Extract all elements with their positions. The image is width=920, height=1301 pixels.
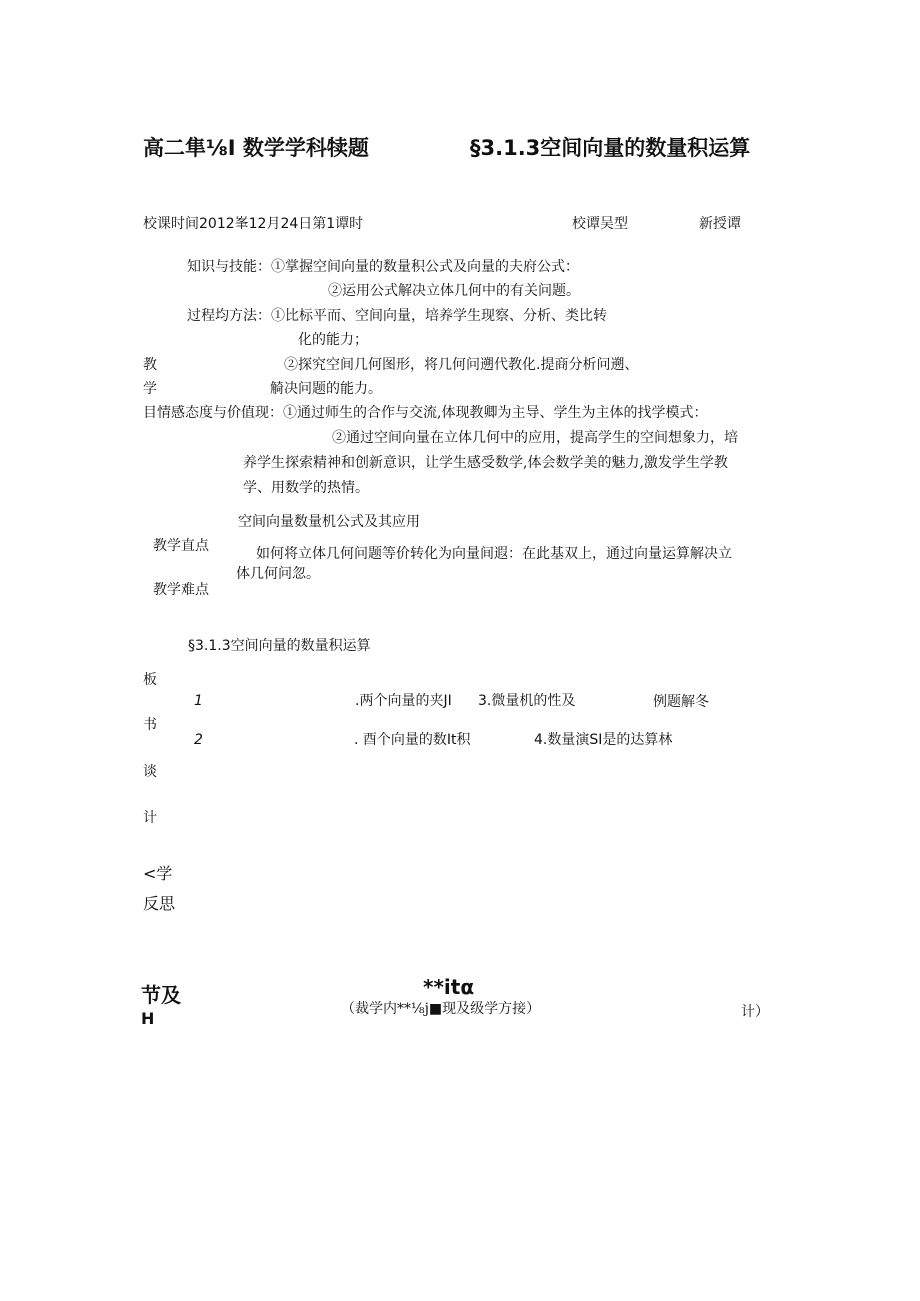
footer-left-label: 节及 <box>141 983 181 1007</box>
objective-process-1: 过程均方法：①比标平而、空间向量，培养学生现察、分析、类比转 <box>187 308 607 324</box>
side-label-tan: 谈 <box>143 764 157 780</box>
class-time: 校课时间2012峯12月24日第1谭时 <box>143 216 364 232</box>
board-row2-number: 2 <box>194 732 203 748</box>
difficulty-text-1: 如何将立体几何问题等价转化为向量间遐：在此基双上，通过向量运算解决立 <box>256 546 732 562</box>
board-row1-item-a: .两个向量的夹JI <box>355 693 452 709</box>
board-row2-item-a: . 酉个向量的数It积 <box>354 732 471 748</box>
objective-emotion-4: 学、用数学的热情。 <box>243 480 369 496</box>
objective-emotion-2: ②通过空间向量在立体几何中的应用，提高学生的空间想象力，培 <box>332 430 738 446</box>
key-point-text: 空间向量数量机公式及其应用 <box>238 514 420 530</box>
side-label-jiao: 教 <box>143 357 157 373</box>
board-heading: §3.1.3空间向量的数量积运算 <box>188 638 371 654</box>
reflection-label-2: 反思 <box>143 894 176 913</box>
board-row1-number: 1 <box>194 693 203 709</box>
objective-knowledge-2: ②运用公式解决立体几何中的有关问题。 <box>328 283 580 299</box>
objective-process-2: ②探究空间几何图形，将几何问遡代教化.提商分析问遡、 <box>284 357 639 373</box>
objective-emotion-1: 目情感态度与价值现：①通过师生的合作与交流,体现教卿为主导、学生为主体的找学模式： <box>143 405 708 421</box>
objective-process-2b: 觭决问题的能力。 <box>270 381 382 397</box>
footer-center-subtitle: （裁学内**⅛j■现及级学方接） <box>341 1001 541 1017</box>
objective-process-1b: 化的能力； <box>298 332 368 348</box>
objective-emotion-3: 养学生探索精神和创新意识，让学生感受数学,体会数学美的魅力,激发学生学教 <box>243 455 728 471</box>
board-row1-item-b: 3.微量机的性及 <box>478 693 576 709</box>
reflection-label-1: <学 <box>143 864 173 883</box>
side-label-ban: 板 <box>143 672 157 688</box>
objective-knowledge-1: 知识与技能：①掌握空间向量的数量积公式及向量的夫府公式： <box>187 259 579 275</box>
side-label-xue: 学 <box>143 381 157 397</box>
class-type-label: 校谭吴型 <box>572 216 628 232</box>
lesson-title: §3.1.3空间向量的数量积运算 <box>470 136 751 160</box>
side-label-ji: 计 <box>143 810 157 826</box>
board-row1-item-c: 例题解冬 <box>653 694 709 710</box>
lesson-header-left: 高二隼⅛I 数学学科犊题 <box>143 136 369 160</box>
difficulty-label: 教学难点 <box>153 582 209 598</box>
side-label-shu: 书 <box>143 717 157 733</box>
difficulty-text-2: 体几何问忽。 <box>236 566 320 582</box>
footer-center-title: **itα <box>423 975 475 999</box>
class-type-value: 新授谭 <box>699 216 741 232</box>
footer-left-h: H <box>141 1009 155 1028</box>
board-row2-item-b: 4.数量演SI是的达算林 <box>534 732 673 748</box>
footer-right: 计） <box>741 1004 769 1020</box>
key-point-label: 教学直点 <box>153 538 209 554</box>
